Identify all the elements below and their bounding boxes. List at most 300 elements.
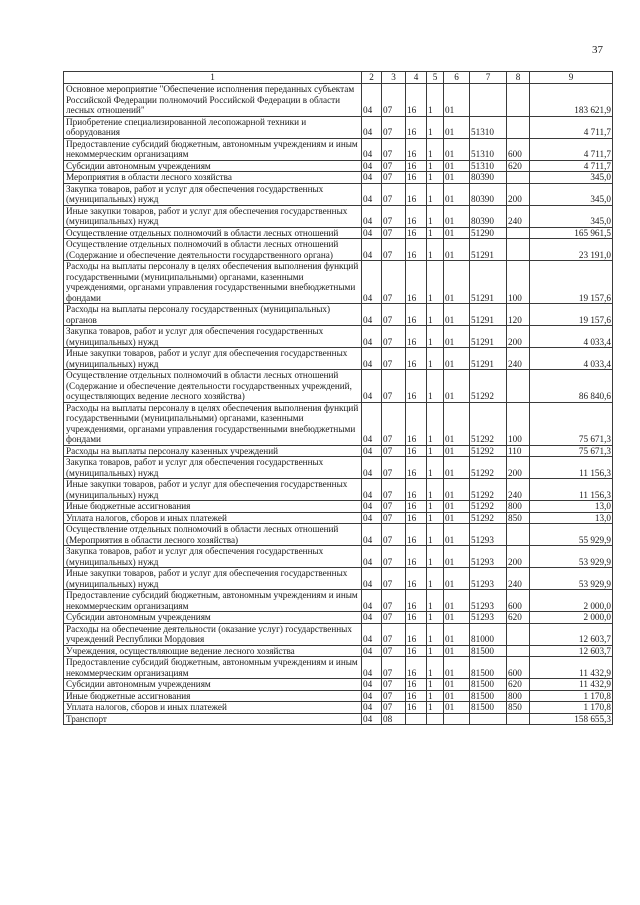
table-row: [64, 657, 613, 679]
expense-type-cell: 600: [507, 590, 530, 612]
amount-cell: 1 170,8: [530, 690, 613, 702]
expense-direction-cell: 51293: [470, 524, 507, 546]
expense-type-cell: [507, 172, 530, 184]
expense-direction-cell: 80390: [470, 183, 507, 205]
expense-direction-cell: 51292: [470, 479, 507, 501]
expense-direction-cell: 81500: [470, 657, 507, 679]
section-code-cell: 04: [362, 348, 382, 370]
program-code-cell: 16: [406, 370, 427, 403]
subprogram-code-cell: 1: [427, 370, 444, 403]
amount-cell: 345,0: [530, 172, 613, 184]
row-name-cell: Приобретение специализированной лесопожарной техники и оборудования: [64, 116, 362, 138]
expense-type-cell: [507, 370, 530, 403]
row-name-cell: Уплата налогов, сборов и иных платежей: [64, 512, 362, 524]
row-name-cell: Учреждения, осуществляющие ведение лесного хозяйства: [64, 645, 362, 657]
expense-type-cell: 850: [507, 702, 530, 714]
row-name-cell: Субсидии автономным учреждениям: [64, 160, 362, 172]
subprogram-code-cell: 1: [427, 227, 444, 239]
measure-code-cell: 01: [444, 326, 470, 348]
program-code-cell: 16: [406, 183, 427, 205]
program-code-cell: 16: [406, 160, 427, 172]
subsection-code-cell: 07: [382, 227, 406, 239]
row-name-cell: Расходы на выплаты персоналу государственных (муниципальных) органов: [64, 304, 362, 326]
row-name-cell: Иные закупки товаров, работ и услуг для обеспечения государственных (муниципальных) нужд: [64, 348, 362, 370]
expense-direction-cell: 51291: [470, 239, 507, 261]
program-code-cell: 16: [406, 138, 427, 160]
section-code-cell: 04: [362, 702, 382, 714]
row-name-cell: Иные закупки товаров, работ и услуг для обеспечения государственных (муниципальных) нужд: [64, 205, 362, 227]
measure-code-cell: 01: [444, 116, 470, 138]
subsection-code-cell: 07: [382, 261, 406, 304]
program-code-cell: 16: [406, 348, 427, 370]
row-name-cell: Расходы на выплаты персоналу казенных учреждений: [64, 445, 362, 457]
expense-direction-cell: 51293: [470, 546, 507, 568]
expense-direction-cell: 51291: [470, 348, 507, 370]
subprogram-code-cell: 1: [427, 590, 444, 612]
table-row: [64, 138, 613, 160]
measure-code-cell: 01: [444, 457, 470, 479]
table-row: [64, 160, 613, 172]
subprogram-code-cell: 1: [427, 457, 444, 479]
row-name-cell: Закупка товаров, работ и услуг для обеспечения государственных (муниципальных) нужд: [64, 183, 362, 205]
section-code-cell: 04: [362, 590, 382, 612]
subprogram-code-cell: 1: [427, 679, 444, 691]
section-code-cell: 04: [362, 116, 382, 138]
subprogram-code-cell: 1: [427, 546, 444, 568]
subsection-code-cell: 07: [382, 84, 406, 117]
table-row: [64, 84, 613, 117]
amount-cell: 19 157,6: [530, 261, 613, 304]
section-code-cell: 04: [362, 402, 382, 445]
amount-cell: 1 170,8: [530, 702, 613, 714]
measure-code-cell: 01: [444, 546, 470, 568]
measure-code-cell: 01: [444, 657, 470, 679]
row-name-cell: Предоставление субсидий бюджетным, автономным учреждениям и иным некоммерческим организациям: [64, 590, 362, 612]
amount-cell: 4 033,4: [530, 348, 613, 370]
table-row: [64, 445, 613, 457]
expense-type-cell: [507, 239, 530, 261]
program-code-cell: 16: [406, 546, 427, 568]
amount-cell: 183 621,9: [530, 84, 613, 117]
measure-code-cell: 01: [444, 479, 470, 501]
budget-table-body: [64, 72, 613, 725]
subsection-code-cell: 07: [382, 138, 406, 160]
subprogram-code-cell: 1: [427, 261, 444, 304]
subsection-code-cell: 07: [382, 239, 406, 261]
expense-direction-cell: 51291: [470, 304, 507, 326]
expense-type-cell: 850: [507, 512, 530, 524]
subsection-code-cell: 07: [382, 183, 406, 205]
measure-code-cell: 01: [444, 370, 470, 403]
program-code-cell: 16: [406, 501, 427, 513]
expense-direction-cell: 81500: [470, 702, 507, 714]
section-code-cell: 04: [362, 326, 382, 348]
section-code-cell: 04: [362, 679, 382, 691]
section-code-cell: 04: [362, 479, 382, 501]
expense-type-cell: [507, 116, 530, 138]
row-name-cell: Уплата налогов, сборов и иных платежей: [64, 702, 362, 714]
amount-cell: 13,0: [530, 512, 613, 524]
section-code-cell: 04: [362, 546, 382, 568]
measure-code-cell: 01: [444, 590, 470, 612]
subprogram-code-cell: 1: [427, 402, 444, 445]
expense-type-cell: 200: [507, 546, 530, 568]
amount-cell: 75 671,3: [530, 402, 613, 445]
program-code-cell: 16: [406, 239, 427, 261]
subprogram-code-cell: 1: [427, 479, 444, 501]
amount-cell: 2 000,0: [530, 612, 613, 624]
amount-cell: 4 711,7: [530, 138, 613, 160]
expense-direction-cell: 81000: [470, 623, 507, 645]
subsection-code-cell: 07: [382, 702, 406, 714]
subprogram-code-cell: 1: [427, 501, 444, 513]
measure-code-cell: 01: [444, 227, 470, 239]
table-row: [64, 546, 613, 568]
row-name-cell: Осуществление отдельных полномочий в области лесных отношений (Содержание и обеспечение деятельности государственных учреждений, осуществляющих ведение лесного хозяйства): [64, 370, 362, 403]
section-code-cell: 04: [362, 457, 382, 479]
row-name-cell: Субсидии автономным учреждениям: [64, 612, 362, 624]
section-code-cell: 04: [362, 304, 382, 326]
subsection-code-cell: 07: [382, 524, 406, 546]
row-name-cell: Иные закупки товаров, работ и услуг для обеспечения государственных (муниципальных) нужд: [64, 479, 362, 501]
subsection-code-cell: 07: [382, 568, 406, 590]
subprogram-code-cell: 1: [427, 445, 444, 457]
subsection-code-cell: 07: [382, 657, 406, 679]
amount-cell: 53 929,9: [530, 568, 613, 590]
amount-cell: 345,0: [530, 183, 613, 205]
subsection-code-cell: 07: [382, 348, 406, 370]
expense-direction-cell: 81500: [470, 645, 507, 657]
section-code-cell: 04: [362, 657, 382, 679]
section-code-cell: 04: [362, 370, 382, 403]
row-name-cell: Иные закупки товаров, работ и услуг для обеспечения государственных (муниципальных) нужд: [64, 568, 362, 590]
subprogram-code-cell: 1: [427, 657, 444, 679]
row-name-cell: Закупка товаров, работ и услуг для обеспечения государственных (муниципальных) нужд: [64, 326, 362, 348]
program-code-cell: 16: [406, 116, 427, 138]
section-code-cell: 04: [362, 160, 382, 172]
table-row: [64, 116, 613, 138]
row-name-cell: Осуществление отдельных полномочий в области лесных отношений (Содержание и обеспечение деятельности государственного органа): [64, 239, 362, 261]
section-code-cell: 04: [362, 645, 382, 657]
subsection-code-cell: 07: [382, 116, 406, 138]
program-code-cell: 16: [406, 690, 427, 702]
table-row: [64, 261, 613, 304]
subsection-code-cell: 07: [382, 690, 406, 702]
measure-code-cell: 01: [444, 690, 470, 702]
column-header: 1: [64, 72, 362, 84]
row-name-cell: Осуществление отдельных полномочий в области лесных отношений: [64, 227, 362, 239]
section-code-cell: 04: [362, 713, 382, 725]
table-row: [64, 205, 613, 227]
amount-cell: 4 711,7: [530, 116, 613, 138]
subprogram-code-cell: 1: [427, 524, 444, 546]
table-row: [64, 679, 613, 691]
row-name-cell: Предоставление субсидий бюджетным, автономным учреждениям и иным некоммерческим организациям: [64, 138, 362, 160]
program-code-cell: 16: [406, 702, 427, 714]
section-code-cell: 04: [362, 172, 382, 184]
table-row: [64, 326, 613, 348]
program-code-cell: 16: [406, 679, 427, 691]
section-code-cell: 04: [362, 612, 382, 624]
program-code-cell: 16: [406, 512, 427, 524]
section-code-cell: 04: [362, 512, 382, 524]
expense-type-cell: [507, 623, 530, 645]
expense-direction-cell: 51292: [470, 457, 507, 479]
subprogram-code-cell: 1: [427, 183, 444, 205]
program-code-cell: 16: [406, 645, 427, 657]
expense-direction-cell: 51290: [470, 227, 507, 239]
column-header: 9: [530, 72, 613, 84]
subsection-code-cell: 07: [382, 304, 406, 326]
expense-direction-cell: 80390: [470, 172, 507, 184]
amount-cell: 4 711,7: [530, 160, 613, 172]
amount-cell: 19 157,6: [530, 304, 613, 326]
budget-table: [63, 71, 613, 725]
table-row: [64, 348, 613, 370]
expense-type-cell: 620: [507, 612, 530, 624]
expense-direction-cell: 51293: [470, 612, 507, 624]
subsection-code-cell: 07: [382, 546, 406, 568]
expense-type-cell: [507, 84, 530, 117]
amount-cell: 12 603,7: [530, 645, 613, 657]
program-code-cell: 16: [406, 402, 427, 445]
column-header: 5: [427, 72, 444, 84]
program-code-cell: 16: [406, 612, 427, 624]
expense-type-cell: [507, 524, 530, 546]
measure-code-cell: 01: [444, 172, 470, 184]
amount-cell: 165 961,5: [530, 227, 613, 239]
program-code-cell: 16: [406, 590, 427, 612]
section-code-cell: 04: [362, 524, 382, 546]
amount-cell: 11 156,3: [530, 479, 613, 501]
expense-type-cell: 200: [507, 326, 530, 348]
subprogram-code-cell: 1: [427, 239, 444, 261]
subprogram-code-cell: 1: [427, 612, 444, 624]
expense-type-cell: 240: [507, 568, 530, 590]
subprogram-code-cell: 1: [427, 702, 444, 714]
expense-type-cell: 800: [507, 501, 530, 513]
measure-code-cell: [444, 713, 470, 725]
measure-code-cell: 01: [444, 84, 470, 117]
table-row: [64, 645, 613, 657]
table-row: [64, 183, 613, 205]
subsection-code-cell: 07: [382, 645, 406, 657]
table-row: [64, 304, 613, 326]
measure-code-cell: 01: [444, 568, 470, 590]
expense-direction-cell: 51293: [470, 568, 507, 590]
table-row: [64, 590, 613, 612]
row-name-cell: Закупка товаров, работ и услуг для обеспечения государственных (муниципальных) нужд: [64, 546, 362, 568]
table-row: [64, 457, 613, 479]
row-name-cell: Предоставление субсидий бюджетным, автономным учреждениям и иным некоммерческим организациям: [64, 657, 362, 679]
subsection-code-cell: 07: [382, 612, 406, 624]
subsection-code-cell: 07: [382, 679, 406, 691]
subprogram-code-cell: 1: [427, 160, 444, 172]
measure-code-cell: 01: [444, 138, 470, 160]
subprogram-code-cell: [427, 713, 444, 725]
amount-cell: 11 432,9: [530, 679, 613, 691]
section-code-cell: 04: [362, 690, 382, 702]
subsection-code-cell: 07: [382, 370, 406, 403]
subsection-code-cell: 08: [382, 713, 406, 725]
expense-type-cell: 100: [507, 261, 530, 304]
table-row: [64, 479, 613, 501]
expense-type-cell: [507, 645, 530, 657]
amount-cell: 86 840,6: [530, 370, 613, 403]
program-code-cell: 16: [406, 479, 427, 501]
expense-type-cell: 200: [507, 457, 530, 479]
program-code-cell: [406, 713, 427, 725]
amount-cell: 12 603,7: [530, 623, 613, 645]
table-row: [64, 524, 613, 546]
measure-code-cell: 01: [444, 402, 470, 445]
section-code-cell: 04: [362, 138, 382, 160]
table-row: [64, 501, 613, 513]
program-code-cell: 16: [406, 261, 427, 304]
expense-direction-cell: 80390: [470, 205, 507, 227]
row-name-cell: Иные бюджетные ассигнования: [64, 690, 362, 702]
expense-type-cell: 600: [507, 138, 530, 160]
measure-code-cell: 01: [444, 524, 470, 546]
amount-cell: 11 156,3: [530, 457, 613, 479]
measure-code-cell: 01: [444, 645, 470, 657]
subsection-code-cell: 07: [382, 326, 406, 348]
table-row: [64, 690, 613, 702]
subsection-code-cell: 07: [382, 623, 406, 645]
expense-type-cell: 110: [507, 445, 530, 457]
amount-cell: 75 671,3: [530, 445, 613, 457]
subprogram-code-cell: 1: [427, 512, 444, 524]
program-code-cell: 16: [406, 524, 427, 546]
section-code-cell: 04: [362, 183, 382, 205]
subprogram-code-cell: 1: [427, 623, 444, 645]
measure-code-cell: 01: [444, 160, 470, 172]
section-code-cell: 04: [362, 227, 382, 239]
subsection-code-cell: 07: [382, 590, 406, 612]
table-row: [64, 713, 613, 725]
subprogram-code-cell: 1: [427, 348, 444, 370]
table-row: [64, 402, 613, 445]
amount-cell: 55 929,9: [530, 524, 613, 546]
expense-direction-cell: 51292: [470, 501, 507, 513]
amount-cell: 4 033,4: [530, 326, 613, 348]
program-code-cell: 16: [406, 205, 427, 227]
measure-code-cell: 01: [444, 348, 470, 370]
amount-cell: 13,0: [530, 501, 613, 513]
program-code-cell: 16: [406, 84, 427, 117]
measure-code-cell: 01: [444, 183, 470, 205]
measure-code-cell: 01: [444, 512, 470, 524]
measure-code-cell: 01: [444, 679, 470, 691]
column-header: 4: [406, 72, 427, 84]
column-header: 3: [382, 72, 406, 84]
measure-code-cell: 01: [444, 205, 470, 227]
subprogram-code-cell: 1: [427, 116, 444, 138]
subprogram-code-cell: 1: [427, 138, 444, 160]
expense-type-cell: 800: [507, 690, 530, 702]
program-code-cell: 16: [406, 623, 427, 645]
program-code-cell: 16: [406, 172, 427, 184]
table-row: [64, 623, 613, 645]
subsection-code-cell: 07: [382, 205, 406, 227]
subsection-code-cell: 07: [382, 457, 406, 479]
expense-type-cell: 620: [507, 160, 530, 172]
subprogram-code-cell: 1: [427, 205, 444, 227]
expense-type-cell: 120: [507, 304, 530, 326]
measure-code-cell: 01: [444, 304, 470, 326]
expense-direction-cell: 51292: [470, 512, 507, 524]
table-row: [64, 227, 613, 239]
expense-direction-cell: 51292: [470, 370, 507, 403]
expense-type-cell: 240: [507, 205, 530, 227]
amount-cell: 11 432,9: [530, 657, 613, 679]
program-code-cell: 16: [406, 568, 427, 590]
table-row: [64, 172, 613, 184]
amount-cell: 53 929,9: [530, 546, 613, 568]
measure-code-cell: 01: [444, 623, 470, 645]
table-row: [64, 568, 613, 590]
section-code-cell: 04: [362, 84, 382, 117]
section-code-cell: 04: [362, 239, 382, 261]
row-name-cell: Осуществление отдельных полномочий в области лесных отношений (Мероприятия в области лесного хозяйства): [64, 524, 362, 546]
table-row: [64, 239, 613, 261]
section-code-cell: 04: [362, 623, 382, 645]
program-code-cell: 16: [406, 657, 427, 679]
expense-type-cell: 620: [507, 679, 530, 691]
row-name-cell: Расходы на обеспечение деятельности (оказание услуг) государственных учреждений Республики Мордовия: [64, 623, 362, 645]
amount-cell: 23 191,0: [530, 239, 613, 261]
table-header-row: [64, 72, 613, 84]
expense-direction-cell: 51310: [470, 160, 507, 172]
expense-direction-cell: [470, 713, 507, 725]
subsection-code-cell: 07: [382, 479, 406, 501]
section-code-cell: 04: [362, 501, 382, 513]
subsection-code-cell: 07: [382, 501, 406, 513]
column-header: 7: [470, 72, 507, 84]
expense-direction-cell: 51292: [470, 402, 507, 445]
expense-type-cell: [507, 227, 530, 239]
expense-type-cell: 240: [507, 348, 530, 370]
row-name-cell: Иные бюджетные ассигнования: [64, 501, 362, 513]
measure-code-cell: 01: [444, 501, 470, 513]
subprogram-code-cell: 1: [427, 326, 444, 348]
subsection-code-cell: 07: [382, 445, 406, 457]
amount-cell: 2 000,0: [530, 590, 613, 612]
section-code-cell: 04: [362, 205, 382, 227]
program-code-cell: 16: [406, 457, 427, 479]
subsection-code-cell: 07: [382, 172, 406, 184]
subprogram-code-cell: 1: [427, 645, 444, 657]
amount-cell: 158 655,3: [530, 713, 613, 725]
expense-type-cell: 100: [507, 402, 530, 445]
expense-direction-cell: 81500: [470, 679, 507, 691]
expense-direction-cell: 51291: [470, 261, 507, 304]
row-name-cell: Основное мероприятие "Обеспечение исполнения переданных субъектам Российской Федерации полномочий Российской Федерации в области лесных отношений": [64, 84, 362, 117]
subprogram-code-cell: 1: [427, 568, 444, 590]
row-name-cell: Закупка товаров, работ и услуг для обеспечения государственных (муниципальных) нужд: [64, 457, 362, 479]
program-code-cell: 16: [406, 445, 427, 457]
row-name-cell: Расходы на выплаты персоналу в целях обеспечения выполнения функций государственными (муниципальными) органами, казенными учреждениями, органами управления государственными внебюджетными фондами: [64, 402, 362, 445]
subprogram-code-cell: 1: [427, 172, 444, 184]
amount-cell: 345,0: [530, 205, 613, 227]
expense-direction-cell: 51310: [470, 116, 507, 138]
expense-type-cell: 240: [507, 479, 530, 501]
row-name-cell: Расходы на выплаты персоналу в целях обеспечения выполнения функций государственными (муниципальными) органами, казенными учреждениями, органами управления государственными внебюджетными фондами: [64, 261, 362, 304]
table-row: [64, 702, 613, 714]
expense-type-cell: [507, 713, 530, 725]
column-header: 2: [362, 72, 382, 84]
expense-direction-cell: 51291: [470, 326, 507, 348]
